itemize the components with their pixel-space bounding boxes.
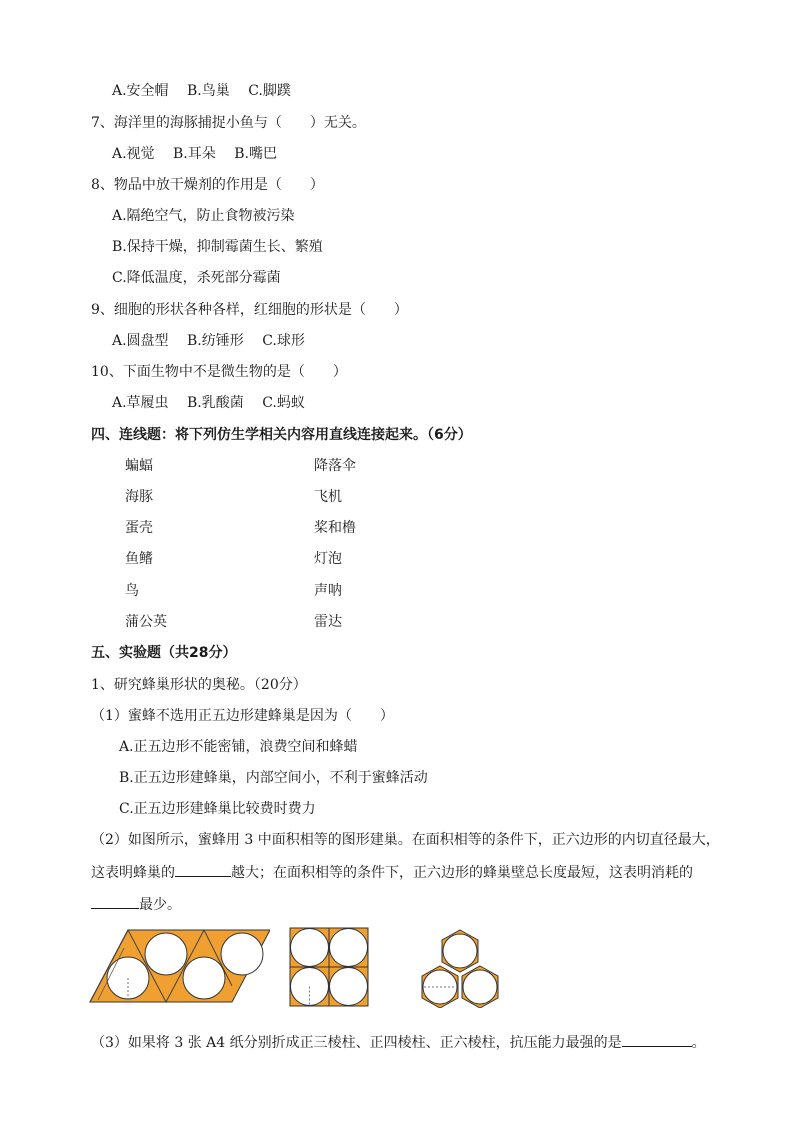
- match-right-item: 灯泡: [314, 551, 342, 567]
- answer-blank[interactable]: [175, 862, 231, 877]
- s5-sub1-option-c: C.正五边形建蜂巢比较费时费力: [119, 801, 316, 817]
- match-right-item: 声呐: [314, 583, 342, 599]
- q9-options: [112, 332, 319, 350]
- q7-option-b: B.耳朵: [173, 146, 216, 162]
- q9-option-b: B.纺锤形: [187, 333, 244, 349]
- match-left-item: 鸟: [125, 583, 139, 599]
- q8-option-b: B.保持干燥，抑制霉菌生长、繁殖: [112, 239, 323, 255]
- match-left-item: 海豚: [125, 489, 153, 505]
- match-left-item: 蛋壳: [125, 520, 153, 536]
- hexagon-tiling-figure: [400, 926, 500, 1008]
- match-right-item: 雷达: [314, 614, 342, 630]
- q7-option-a: A.视觉: [112, 146, 155, 162]
- q10-stem: 10、下面生物中不是微生物的是（ ）: [91, 364, 347, 380]
- square-tiling-figure: [289, 927, 369, 1007]
- s5-q1-stem: 1、研究蜂巢形状的奥秘。（20分）: [91, 677, 307, 693]
- s5-sub2-text-b: 越大；在面积相等的条件下，正六边形的蜂巢壁总长度最短，这表明消耗的: [231, 865, 693, 881]
- s5-sub3: [91, 1032, 706, 1052]
- match-right-item: 降落伞: [314, 458, 356, 474]
- q10-options: [112, 394, 319, 412]
- q10-option-c: C.蚂蚁: [262, 395, 305, 411]
- q9-stem: 9、细胞的形状各种各样，红细胞的形状是（ ）: [91, 302, 408, 318]
- section5-title: 五、实验题（共28分）: [91, 645, 237, 661]
- q9-option-a: A.圆盘型: [112, 333, 169, 349]
- answer-blank[interactable]: [91, 894, 139, 909]
- q7-option-c: B.嘴巴: [234, 146, 277, 162]
- q8-option-c: C.降低温度，杀死部分霉菌: [112, 270, 281, 286]
- s5-sub2-text-a: 这表明蜂巢的: [91, 865, 175, 881]
- match-right-item: 飞机: [314, 489, 342, 505]
- q6-option-b: B.鸟巢: [187, 83, 230, 99]
- s5-sub2-line1: （2）如图所示，蜜蜂用 3 中面积相等的图形建巢。在面积相等的条件下，正六边形的内切直径最大，: [91, 832, 720, 848]
- match-right-item: 桨和橹: [314, 520, 356, 536]
- s5-sub2-line3: [91, 894, 181, 914]
- q6-options: [112, 82, 305, 100]
- q7-options: [112, 145, 291, 163]
- q7-stem: 7、海洋里的海豚捕捉小鱼与（ ）无关。: [91, 115, 366, 131]
- q8-stem: 8、物品中放干燥剂的作用是（ ）: [91, 177, 324, 193]
- s5-sub1-stem: （1）蜜蜂不选用正五边形建蜂巢是因为（ ）: [91, 708, 394, 724]
- s5-sub2-text-c: 最少。: [139, 897, 181, 913]
- q10-option-a: A.草履虫: [112, 395, 169, 411]
- answer-blank[interactable]: [622, 1032, 692, 1047]
- section4-title: 四、连线题：将下列仿生学相关内容用直线连接起来。（6分）: [91, 427, 472, 443]
- s5-sub1-option-b: B.正五边形建蜂巢，内部空间小，不利于蜜蜂活动: [119, 770, 428, 786]
- match-left-item: 蝙蝠: [125, 458, 153, 474]
- q9-option-c: C.球形: [262, 333, 305, 349]
- q10-option-b: B.乳酸菌: [187, 395, 244, 411]
- q6-option-a: A.安全帽: [112, 83, 169, 99]
- period: 。: [691, 1035, 706, 1051]
- triangle-tiling-figure: [88, 926, 270, 1006]
- match-left-item: 鱼鳍: [125, 551, 153, 567]
- q8-option-a: A.隔绝空气，防止食物被污染: [112, 208, 295, 224]
- match-left-item: 蒲公英: [125, 614, 167, 630]
- s5-sub2-line2: [91, 862, 693, 882]
- s5-sub1-option-a: A.正五边形不能密铺，浪费空间和蜂蜡: [119, 739, 358, 755]
- q6-option-c: C.脚蹼: [248, 83, 291, 99]
- s5-sub3-text: （3）如果将 3 张 A4 纸分别折成正三棱柱、正四棱柱、正六棱柱，抗压能力最强的是: [91, 1035, 622, 1051]
